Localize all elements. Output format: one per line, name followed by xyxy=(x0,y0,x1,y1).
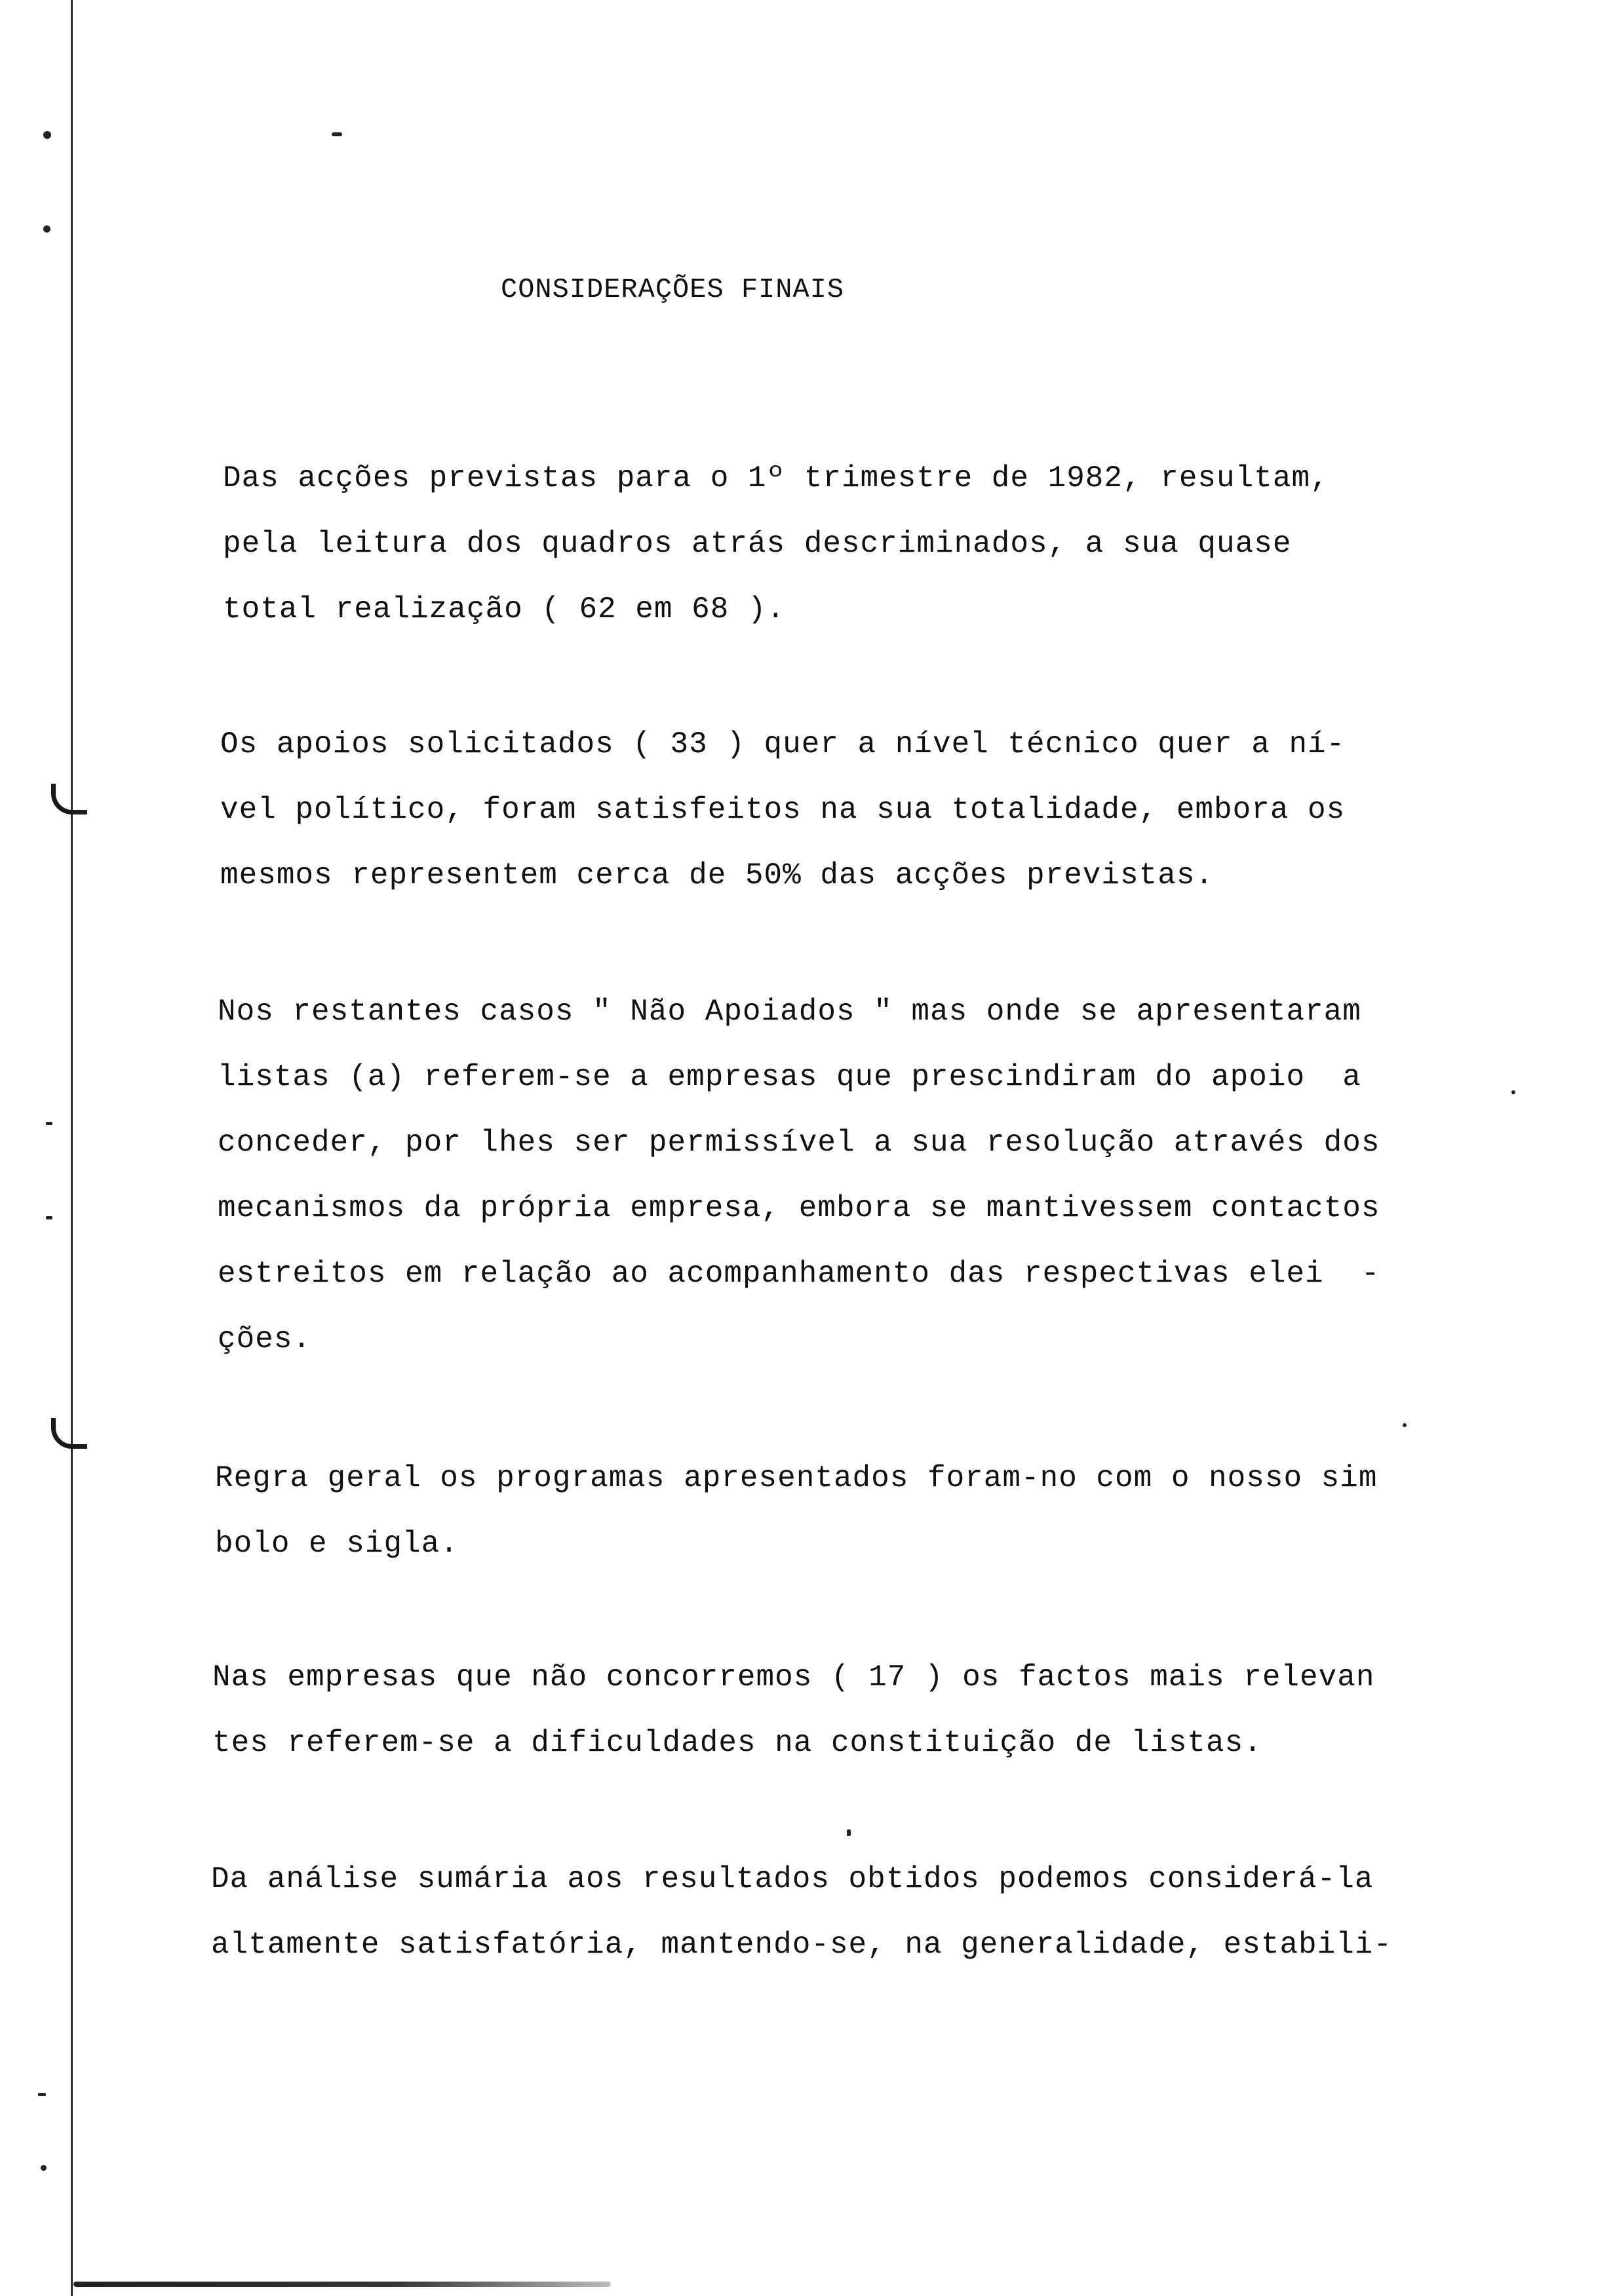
margin-speck xyxy=(46,1216,52,1219)
margin-hook-mark xyxy=(51,1418,87,1449)
paragraph-3 xyxy=(218,979,1380,1372)
text-line: altamente satisfatória, mantendo-se, na generalidade, estabili- xyxy=(211,1928,1393,1962)
text-line: bolo e sigla. xyxy=(215,1527,459,1561)
paragraph-2 xyxy=(220,712,1345,908)
margin-speck xyxy=(43,131,51,139)
margin-speck xyxy=(332,132,342,136)
text-line: conceder, por lhes ser permissível a sua resolução através dos xyxy=(218,1126,1380,1160)
page-speck xyxy=(1511,1090,1515,1094)
text-line: Das acções previstas para o 1º trimestre de 1982, resultam, xyxy=(223,461,1329,495)
paragraph-6 xyxy=(211,1846,1392,1978)
section-title: CONSIDERAÇÕES FINAIS xyxy=(501,274,845,305)
text-line: ções. xyxy=(218,1322,312,1356)
text-line: vel político, foram satisfeitos na sua totalidade, embora os xyxy=(220,793,1346,827)
margin-speck xyxy=(41,2165,47,2171)
page-speck xyxy=(847,1829,851,1836)
margin-speck xyxy=(38,2093,46,2096)
margin-speck xyxy=(43,225,50,233)
text-line: Regra geral os programas apresentados foram-no com o nosso sim xyxy=(215,1461,1378,1495)
text-line: Da análise sumária aos resultados obtidos podemos considerá-la xyxy=(211,1862,1374,1896)
text-line: Nas empresas que não concorremos ( 17 ) os factos mais relevan xyxy=(212,1660,1375,1694)
paragraph-4 xyxy=(215,1445,1377,1577)
text-line: pela leitura dos quadros atrás descriminados, a sua quase xyxy=(223,527,1292,561)
text-line: listas (a) referem-se a empresas que prescindiram do apoio a xyxy=(218,1060,1361,1094)
paragraph-1 xyxy=(223,446,1329,642)
text-line: total realização ( 62 em 68 ). xyxy=(223,592,786,626)
text-line: tes referem-se a dificuldades na constituição de listas. xyxy=(212,1726,1262,1760)
bottom-edge-mark xyxy=(73,2282,611,2287)
text-line: estreitos em relação ao acompanhamento das respectivas elei - xyxy=(218,1257,1380,1291)
paragraph-5 xyxy=(212,1645,1374,1776)
binding-margin-line xyxy=(71,0,73,2296)
text-line: mesmos representem cerca de 50% das acções previstas. xyxy=(220,858,1215,892)
text-line: mecanismos da própria empresa, embora se mantivessem contactos xyxy=(218,1191,1380,1225)
text-line: Nos restantes casos " Não Apoiados " mas onde se apresentaram xyxy=(218,995,1361,1029)
margin-speck xyxy=(46,1122,52,1125)
text-line: Os apoios solicitados ( 33 ) quer a nível técnico quer a ní- xyxy=(220,727,1346,761)
margin-hook-mark xyxy=(51,784,87,814)
page-speck xyxy=(1403,1423,1407,1427)
